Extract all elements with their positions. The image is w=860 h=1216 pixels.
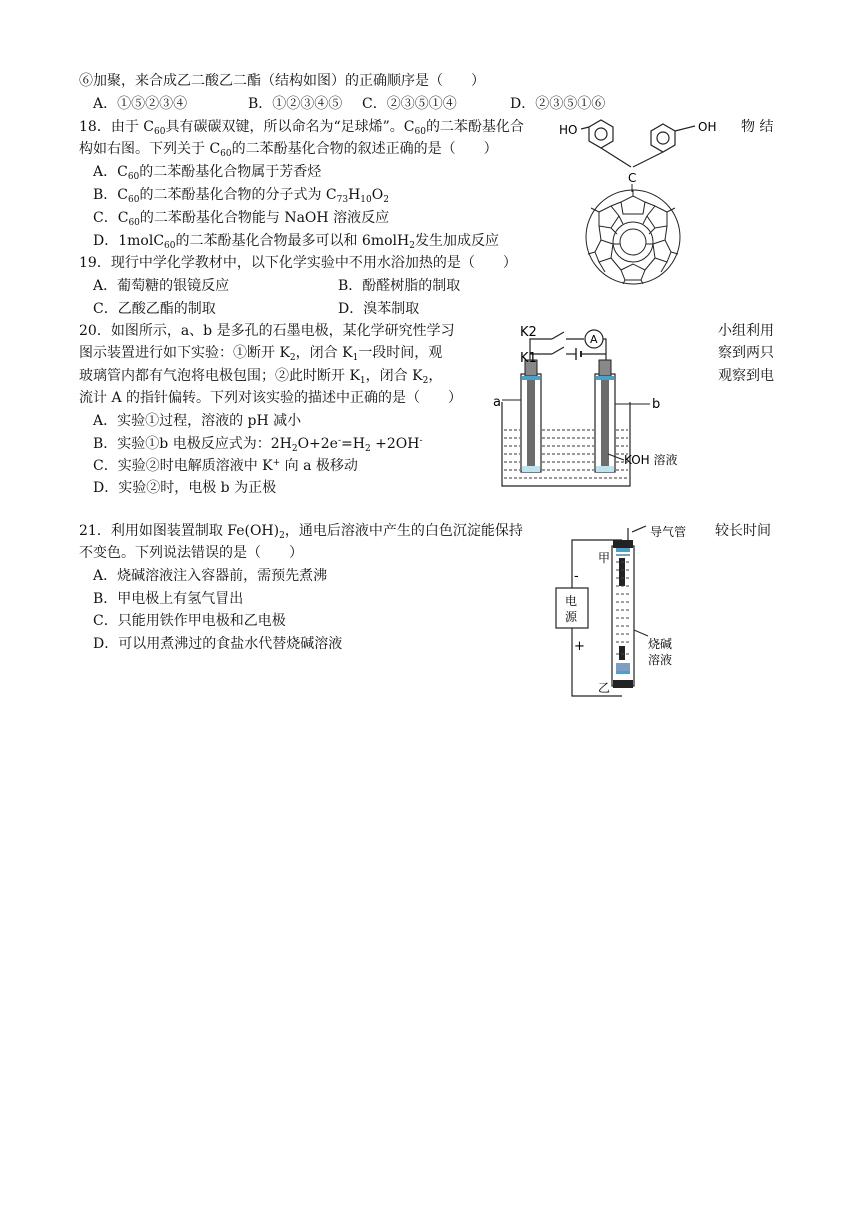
- q20-option-a: A．实验①过程，溶液的 pH 减小: [93, 413, 302, 429]
- electrode-a-label: a: [493, 395, 501, 410]
- naoh-label-2: 溶液: [648, 653, 673, 667]
- q18-stem-line1-right: 物 结: [741, 119, 774, 135]
- switch-k2: [552, 332, 564, 339]
- q18-option-b: B．$C_{60}$的二苯酚基化合物的分子式为 $C_{73}H_{10}O_2$: [93, 187, 389, 205]
- koh-solution-label: KOH 溶液: [624, 453, 678, 467]
- q20-option-b: B．实验①b 电极反应式为：$2H_2O+2e^-=H_2 +2OH^-$: [93, 436, 423, 454]
- gas-tube-label: 导气管: [650, 525, 687, 539]
- fullerene-diphenol-figure: [555, 112, 735, 288]
- q19-option-a: A．葡萄糖的银镜反应: [93, 278, 230, 294]
- q19-option-b: B．酚醛树脂的制取: [338, 278, 461, 294]
- q20-stem-line2: 图示装置进行如下实验：①断开 $K_2$，闭合 $K_1$一段时间，观: [79, 345, 443, 363]
- k2-label: K2: [520, 325, 537, 340]
- q18-option-c: C．$C_{60}$的二苯酚基化合物能与 NaOH 溶液反应: [93, 210, 390, 228]
- q21-stem-line1-right: 较长时间: [715, 523, 771, 539]
- q20-stem-line1-right: 小组利用: [718, 323, 774, 339]
- q17-stem-tail: ⑥加聚，来合成乙二酸乙二酯（结构如图）的正确顺序是（ ）: [79, 73, 485, 89]
- ho-label: HO: [559, 123, 578, 137]
- top-stopper: [613, 540, 633, 548]
- c60-cage: [586, 184, 680, 284]
- electrode-b-cap: [599, 360, 611, 376]
- bottom-stopper: [613, 680, 633, 688]
- electrode-b: [601, 376, 609, 468]
- electrode-yi: [619, 646, 625, 660]
- q21-stem-line2: 不变色。下列说法错误的是（ ）: [79, 545, 303, 561]
- yi-label: 乙: [598, 681, 611, 695]
- q19-option-c: C．乙酸乙酯的制取: [93, 301, 216, 317]
- oh-label: OH: [698, 120, 717, 134]
- ammeter-label: A: [590, 333, 598, 346]
- q20-stem-line1: 20．如图所示，a、b 是多孔的石墨电极，某化学研究性学习: [79, 323, 455, 339]
- q17-option-c: C．②③⑤①④: [362, 96, 457, 112]
- q20-stem-line3-right: 观察到电: [718, 368, 774, 384]
- jia-label: 甲: [598, 551, 611, 565]
- electrode-b-label: b: [652, 397, 661, 412]
- q17-option-a: A．①⑤②③④: [93, 96, 188, 112]
- fe-oh2-apparatus-figure: [550, 518, 710, 704]
- q20-stem-line2-right: 察到两只: [718, 345, 774, 361]
- q20-option-d: D．实验②时，电极 b 为正极: [93, 480, 277, 496]
- power-label-1: 电: [565, 594, 578, 608]
- q21-option-b: B．甲电极上有氢气冒出: [93, 591, 244, 607]
- q21-stem-line1: 21．利用如图装置制取 $Fe(OH)_2$，通电后溶液中产生的白色沉淀能保持: [79, 523, 523, 541]
- q20-stem-line4: 流计 A 的指针偏转。下列对该实验的描述中正确的是（ ）: [79, 390, 463, 406]
- left-benzene-ring: [589, 120, 613, 148]
- minus-sign: -: [574, 569, 579, 584]
- power-label-2: 源: [565, 610, 578, 624]
- k1-label: K1: [520, 351, 537, 366]
- koh-electrolysis-figure: [490, 314, 715, 490]
- electrode-a: [527, 376, 535, 468]
- plus-sign: +: [574, 639, 585, 654]
- q21-option-d: D．可以用煮沸过的食盐水代替烧碱溶液: [93, 636, 343, 652]
- naoh-label-1: 烧碱: [648, 637, 673, 651]
- q17-option-d: D．②③⑤①⑥: [510, 96, 606, 112]
- q21-option-c: C．只能用铁作甲电极和乙电极: [93, 613, 286, 629]
- q18-option-d: D．1molC$_{60}$的二苯酚基化合物最多可以和 6molH$_2$发生加成反应: [93, 233, 499, 251]
- q19-option-d: D．溴苯制取: [338, 301, 420, 317]
- q19-stem: 19．现行中学化学教材中，以下化学实验中不用水浴加热的是（ ）: [79, 255, 517, 271]
- switch-k1: [552, 347, 564, 354]
- q20-option-c: C．实验②时电解质溶液中 K+ 向 a 极移动: [93, 458, 358, 474]
- q20-stem-line3: 玻璃管内都有气泡将电极包围；②此时断开 $K_1$，闭合 $K_2$，: [79, 368, 443, 386]
- q18-option-a: A．$C_{60}$的二苯酚基化合物属于芳香烃: [93, 164, 322, 182]
- q17-option-b: B．①②③④⑤: [248, 96, 343, 112]
- q21-option-a: A．烧碱溶液注入容器前，需预先煮沸: [93, 568, 328, 584]
- central-carbon-label: C: [628, 171, 637, 185]
- q18-stem-line1: 18．由于 $C_{60}$具有碳碳双键，所以命名为“足球烯”。$C_{60}$的二苯酚基化合: [79, 119, 524, 137]
- q18-stem-line2: 构如右图。下列关于 $C_{60}$的二苯酚基化合物的叙述正确的是（ ）: [79, 141, 498, 159]
- right-benzene-ring: [651, 124, 675, 152]
